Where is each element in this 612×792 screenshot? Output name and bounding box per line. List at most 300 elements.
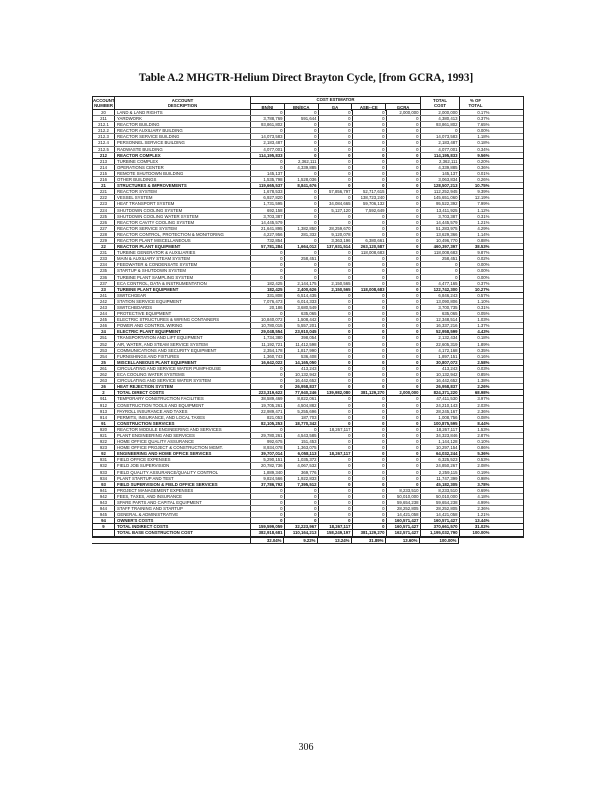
- total-cost-cell: 24,850,267: [421, 463, 460, 468]
- estimator-value-cell: 0: [285, 189, 319, 194]
- percent-cell: 1.21%: [477, 512, 490, 518]
- estimator-value-cell: 0: [285, 500, 319, 505]
- estimator-value-cell: 6,514,435: [285, 293, 319, 298]
- estimator-value-cell: 0: [353, 232, 387, 237]
- estimator-value-cell: 0: [353, 366, 387, 371]
- total-cost-cell: 160,571,427: [421, 518, 460, 523]
- estimator-value-cell: 331,808: [251, 293, 285, 298]
- estimator-value-cell: 369,776: [285, 470, 319, 475]
- estimator-value-cell: 0: [319, 470, 353, 475]
- estimator-value-cell: 0: [353, 293, 387, 298]
- estimator-value-cell: 4,339,885: [285, 165, 319, 170]
- account-number-cell: 20: [93, 110, 115, 115]
- estimator-value-cell: 0: [353, 140, 387, 145]
- account-number-cell: 212.1: [93, 122, 115, 127]
- percent-cell: 0.26%: [477, 177, 490, 183]
- account-number-cell: 9: [93, 524, 115, 529]
- estimator-value-cell: 0: [319, 409, 353, 414]
- estimator-value-cell: 29,780,261: [251, 433, 285, 438]
- account-number-cell: 2: [93, 390, 115, 395]
- percent-cell: 2.08%: [477, 463, 490, 469]
- account-number-cell: 227: [93, 226, 115, 231]
- estimator-value-cell: 1,678,533: [251, 189, 285, 194]
- account-number-cell: 245: [93, 317, 115, 322]
- estimator-value-cell: 14,445,579: [251, 220, 285, 225]
- estimator-value-cell: 4,227,956: [251, 232, 285, 237]
- estimator-value-cell: 10,132,942: [285, 372, 319, 377]
- estimator-value-cell: 38,589,469: [251, 396, 285, 401]
- total-cost-cell: 0: [421, 128, 460, 133]
- account-description-cell: OPERATIONS CENTER: [115, 165, 251, 170]
- estimator-value-cell: 5,127,120: [319, 208, 353, 213]
- account-number-cell: 212.2: [93, 128, 115, 133]
- estimator-value-cell: 0: [251, 165, 285, 170]
- account-description-cell: STRUCTURES & IMPROVEMENTS: [115, 183, 251, 188]
- estimator-value-cell: 0: [353, 311, 387, 316]
- estimator-value-cell: 732,854: [251, 238, 285, 243]
- estimator-value-cell: 0: [319, 220, 353, 225]
- estimator-value-cell: 0: [319, 250, 353, 255]
- estimator-value-cell: 0: [285, 201, 319, 206]
- estimator-value-cell: 2,183,487: [251, 140, 285, 145]
- estimator-value-cell: 0: [387, 372, 421, 377]
- account-description-cell: SPARE PARTS AND CAPITAL EQUIPMENT: [115, 500, 251, 505]
- account-number-cell: [93, 530, 115, 535]
- total-cost-cell: 50,010,000: [421, 494, 460, 499]
- account-description-cell: FIELD OFFICE EXPENSES: [115, 457, 251, 462]
- account-number-cell: 233: [93, 256, 115, 261]
- estimator-value-cell: 0: [353, 518, 387, 523]
- percent-cell: 7.65%: [477, 122, 490, 128]
- estimator-value-cell: 0: [251, 110, 285, 115]
- total-cost-cell: 128,507,213: [421, 183, 460, 188]
- estimator-value-cell: 0: [353, 372, 387, 377]
- percent-cell: 9.56%: [477, 152, 490, 158]
- estimator-value-cell: 0: [353, 153, 387, 158]
- total-cost-cell: 4,477,165: [421, 281, 460, 286]
- account-description-cell: FEES, TAXES, AND INSURANCE: [115, 494, 251, 499]
- account-number-cell: 923: [93, 445, 115, 450]
- percent-cell: 0.31%: [477, 213, 490, 219]
- estimator-value-cell: 110,164,213: [285, 530, 319, 535]
- estimator-value-cell: 0: [387, 378, 421, 383]
- estimator-value-cell: 9,120,078: [319, 232, 353, 237]
- estimator-value-cell: 7,076,473: [251, 299, 285, 304]
- account-description-cell: REACTOR SYSTEM: [115, 189, 251, 194]
- percent-cell: 9.39%: [477, 189, 490, 195]
- estimator-value-cell: 14,165,050: [285, 360, 319, 365]
- estimator-value-cell: 381,129,270: [353, 390, 387, 395]
- account-number-cell: 241: [93, 293, 115, 298]
- estimator-value-cell: 151,453: [285, 439, 319, 444]
- total-cost-cell: 13,411,925: [421, 208, 460, 213]
- estimator-value-cell: 14,073,583: [251, 134, 285, 139]
- estimator-value-cell: 0: [353, 299, 387, 304]
- estimator-value-cell: 0: [387, 335, 421, 340]
- estimator-value-cell: 0: [387, 238, 421, 243]
- total-cost-cell: 10,132,942: [421, 372, 460, 377]
- percent-cell: 3.78%: [477, 481, 490, 487]
- account-description-cell: HOME OFFICE PROJECT & CONSTRUCTION MGMT.: [115, 445, 251, 450]
- percent-cell: 0.10%: [477, 439, 490, 445]
- estimator-value-cell: 0: [387, 232, 421, 237]
- estimator-value-cell: 0: [285, 275, 319, 280]
- estimator-value-cell: 0: [387, 317, 421, 322]
- account-number-cell: 251: [93, 335, 115, 340]
- estimator-value-cell: 0: [319, 335, 353, 340]
- percent-cell: 0.03%: [477, 365, 490, 371]
- estimator-value-cell: 0: [387, 457, 421, 462]
- estimator-value-cell: 6,014,333: [285, 299, 319, 304]
- estimator-value-cell: 0: [387, 445, 421, 450]
- account-description-cell: TOTAL DIRECT COSTS: [115, 390, 251, 395]
- estimator-value-cell: 1,535,798: [251, 177, 285, 182]
- subtotal-row: [93, 530, 523, 536]
- estimator-value-cell: 0: [319, 140, 353, 145]
- estimator-value-cell: 0: [319, 110, 353, 115]
- estimator-value-cell: 0: [353, 305, 387, 310]
- total-cost-cell: 14,445,579: [421, 220, 460, 225]
- percent-cell: 1.12%: [477, 207, 490, 213]
- total-cost-cell: 6,846,243: [421, 293, 460, 298]
- account-description-cell: REACTOR CAVITY COOLING SYSTEM: [115, 220, 251, 225]
- percent-cell: 31.02%: [474, 524, 490, 530]
- estimator-value-cell: 0: [387, 281, 421, 286]
- estimator-value-cell: 0: [353, 360, 387, 365]
- pct-asbce: 31.89%: [352, 538, 386, 544]
- estimator-value-cell: 0: [353, 171, 387, 176]
- account-description-cell: REACTOR PLANT MISCELLANEOUS: [115, 238, 251, 243]
- estimator-value-cell: 158,249,197: [319, 530, 353, 535]
- percent-cell: 2.03%: [477, 402, 490, 408]
- estimator-value-cell: 0: [285, 238, 319, 243]
- account-number-cell: 212.4: [93, 140, 115, 145]
- estimator-value-cell: 6,927,820: [251, 195, 285, 200]
- estimator-value-cell: 0: [285, 494, 319, 499]
- account-number-cell: 213: [93, 159, 115, 164]
- percent-cell: 4.99%: [477, 500, 490, 505]
- estimator-value-cell: 0: [251, 512, 285, 517]
- estimator-value-cell: 0: [319, 323, 353, 328]
- account-description-cell: REMOTE SHUTDOWN BUILDING: [115, 171, 251, 176]
- estimator-value-cell: 382,918,681: [251, 530, 285, 535]
- estimator-value-cell: 0: [387, 384, 421, 389]
- estimator-value-cell: 0: [353, 482, 387, 487]
- estimator-value-cell: 138,723,240: [353, 195, 387, 200]
- estimator-value-cell: 59,654,238: [387, 500, 421, 505]
- estimator-value-cell: 3,680,549: [285, 305, 319, 310]
- estimator-value-cell: 258,451: [285, 256, 319, 261]
- estimator-value-cell: 0: [353, 116, 387, 121]
- total-cost-cell: 2,183,487: [421, 140, 460, 145]
- account-number-cell: 920: [93, 427, 115, 432]
- total-cost-cell: 11,747,399: [421, 476, 460, 481]
- estimator-value-cell: 0: [251, 250, 285, 255]
- estimator-value-cell: 0: [387, 415, 421, 420]
- percent-cell: 1.21%: [477, 219, 490, 225]
- estimator-value-cell: 0: [353, 317, 387, 322]
- percent-cell: 0.85%: [477, 372, 490, 378]
- account-number-cell: 911: [93, 396, 115, 401]
- estimator-value-cell: 0: [353, 122, 387, 127]
- estimator-value-cell: 0: [387, 439, 421, 444]
- account-number-cell: 921: [93, 433, 115, 438]
- estimator-value-cell: 0: [319, 183, 353, 188]
- total-cost-cell: 3,700,735: [421, 305, 460, 310]
- percent-cell: 4.29%: [477, 225, 490, 231]
- total-cost-cell: 100,875,595: [421, 421, 460, 426]
- account-description-cell: REACTOR PLANT EQUIPMENT: [115, 244, 251, 249]
- percent-cell: 1.37%: [477, 323, 490, 329]
- account-number-cell: 26: [93, 384, 115, 389]
- estimator-value-cell: 0: [387, 396, 421, 401]
- header-estimator-ga: GA: [319, 104, 353, 112]
- estimator-value-cell: 635,065: [285, 311, 319, 316]
- estimator-value-cell: 0: [387, 122, 421, 127]
- estimator-value-cell: 20,782,736: [251, 463, 285, 468]
- account-description-cell: ELECTRIC PLANT EQUIPMENT: [115, 329, 251, 334]
- estimator-value-cell: 0: [353, 342, 387, 347]
- estimator-value-cell: 0: [251, 494, 285, 499]
- account-description-cell: MISCELLANEOUS PLANT EQUIPMENT: [115, 360, 251, 365]
- estimator-value-cell: 0: [387, 177, 421, 182]
- account-description-cell: YARDWORK: [115, 116, 251, 121]
- estimator-value-cell: 0: [387, 305, 421, 310]
- account-number-cell: 237: [93, 281, 115, 286]
- estimator-value-cell: 16,642,022: [251, 360, 285, 365]
- table-body: [92, 110, 524, 538]
- total-cost-cell: 0: [421, 268, 460, 273]
- account-number-cell: 932: [93, 463, 115, 468]
- estimator-value-cell: 0: [353, 494, 387, 499]
- estimator-value-cell: 591,644: [285, 116, 319, 121]
- estimator-value-cell: 0: [387, 293, 421, 298]
- account-description-cell: TOTAL BASE CONSTRUCTION COST: [115, 530, 251, 535]
- estimator-value-cell: 0: [387, 214, 421, 219]
- estimator-value-cell: 0: [387, 299, 421, 304]
- estimator-value-cell: 281,332: [285, 232, 319, 237]
- account-description-cell: REACTOR SERVICE BUILDING: [115, 134, 251, 139]
- percent-cell: 1.03%: [477, 317, 490, 323]
- estimator-value-cell: 93,861,802: [251, 122, 285, 127]
- header-pct-of-total: % OF TOTAL: [468, 98, 483, 108]
- estimator-value-cell: 0: [353, 488, 387, 493]
- estimator-value-cell: 0: [319, 482, 353, 487]
- total-cost-cell: 13,629,366: [421, 232, 460, 237]
- estimator-value-cell: 19,705,261: [251, 403, 285, 408]
- estimator-value-cell: 0: [251, 366, 285, 371]
- estimator-value-cell: 0: [285, 128, 319, 133]
- estimator-value-cell: 118,008,683: [353, 250, 387, 255]
- estimator-value-cell: 7,395,512: [285, 482, 319, 487]
- account-description-cell: PLANT STARTUP AND TEST: [115, 476, 251, 481]
- account-number-cell: 944: [93, 506, 115, 511]
- estimator-value-cell: 0: [353, 433, 387, 438]
- account-number-cell: 21: [93, 183, 115, 188]
- account-description-cell: TOTAL INDIRECT COSTS: [115, 524, 251, 529]
- total-cost-cell: 30,807,072: [421, 360, 460, 365]
- estimator-value-cell: 0: [319, 275, 353, 280]
- estimator-value-cell: 187,703: [285, 415, 319, 420]
- estimator-value-cell: 0: [319, 354, 353, 359]
- percent-cell: 13.44%: [474, 518, 490, 524]
- account-description-cell: SHUTDOWN COOLING SYSTEM: [115, 208, 251, 213]
- estimator-value-cell: 0: [319, 476, 353, 481]
- estimator-value-cell: 50,010,000: [387, 494, 421, 499]
- account-description-cell: FIELD SUPERVISION & FIELD OFFICE SERVICES: [115, 482, 251, 487]
- percent-cell: 0.00%: [477, 274, 490, 280]
- estimator-value-cell: 0: [353, 512, 387, 517]
- estimator-value-cell: 0: [387, 451, 421, 456]
- estimator-value-cell: 162,571,427: [387, 530, 421, 535]
- estimator-value-cell: 159,599,059: [251, 524, 285, 529]
- estimator-value-cell: 82,105,253: [251, 421, 285, 426]
- account-number-cell: 941: [93, 488, 115, 493]
- estimator-value-cell: 37,786,792: [251, 482, 285, 487]
- estimator-value-cell: 16,442,652: [285, 378, 319, 383]
- account-description-cell: FEEDWATER & CONDENSATE SYSTEM: [115, 262, 251, 267]
- pct-total-cost: 100.00%: [420, 538, 459, 544]
- percent-cell: 38.53%: [474, 244, 490, 250]
- account-number-cell: 23: [93, 287, 115, 292]
- estimator-value-cell: 0: [387, 134, 421, 139]
- account-description-cell: STAFF TRAINING AND STARTUP: [115, 506, 251, 511]
- estimator-value-cell: 59,706,132: [353, 201, 387, 206]
- account-description-cell: SWITCHGEAR: [115, 293, 251, 298]
- total-cost-cell: 1,897,151: [421, 354, 460, 359]
- estimator-value-cell: 119,665,537: [251, 183, 285, 188]
- total-cost-cell: 2,362,111: [421, 159, 460, 164]
- estimator-value-cell: 0: [319, 421, 353, 426]
- account-description-cell: STATION SERVICE EQUIPMENT: [115, 299, 251, 304]
- percent-cell: 0.69%: [477, 487, 490, 493]
- estimator-value-cell: 0: [353, 409, 387, 414]
- account-number-cell: 914: [93, 415, 115, 420]
- percent-cell: 0.34%: [477, 146, 490, 152]
- total-cost-cell: 2,132,434: [421, 335, 460, 340]
- estimator-value-cell: 0: [353, 226, 387, 231]
- estimator-value-cell: 160,571,427: [387, 518, 421, 523]
- total-cost-cell: 59,654,238: [421, 500, 460, 505]
- account-number-cell: 228: [93, 232, 115, 237]
- account-description-cell: RADWASTE BUILDING: [115, 147, 251, 152]
- pct-gcra: 13.60%: [386, 538, 420, 544]
- estimator-value-cell: 381,129,270: [353, 530, 387, 535]
- percent-cell: 2.58%: [477, 359, 490, 365]
- estimator-value-cell: 0: [387, 116, 421, 121]
- estimator-value-cell: 0: [319, 116, 353, 121]
- account-number-cell: 93: [93, 482, 115, 487]
- account-description-cell: CONSTRUCTION SERVICES: [115, 421, 251, 426]
- estimator-value-cell: 0: [251, 128, 285, 133]
- account-number-cell: 934: [93, 476, 115, 481]
- estimator-value-cell: 11,412,598: [285, 342, 319, 347]
- percent-cell: 12.19%: [474, 195, 490, 201]
- account-number-cell: 243: [93, 305, 115, 310]
- estimator-value-cell: 0: [319, 305, 353, 310]
- total-cost-cell: 18,267,117: [421, 427, 460, 432]
- estimator-value-cell: 18,770,342: [285, 421, 319, 426]
- percent-cell: 4.18%: [477, 493, 490, 499]
- estimator-value-cell: 0: [353, 183, 387, 188]
- account-description-cell: ENGINEERING AND HOME OFFICE SERVICES: [115, 451, 251, 456]
- estimator-value-cell: 0: [251, 488, 285, 493]
- estimator-value-cell: 8,822,061: [285, 396, 319, 401]
- total-cost-cell: 4,339,885: [421, 165, 460, 170]
- estimator-value-cell: 0: [353, 220, 387, 225]
- estimator-value-cell: 0: [387, 329, 421, 334]
- account-number-cell: 212.3: [93, 134, 115, 139]
- percent-cell: 0.00%: [477, 262, 490, 268]
- total-cost-cell: 114,195,833: [421, 153, 460, 158]
- estimator-value-cell: 0: [387, 323, 421, 328]
- account-number-cell: 933: [93, 470, 115, 475]
- estimator-value-cell: 5,557,201: [285, 323, 319, 328]
- estimator-value-cell: 0: [319, 293, 353, 298]
- estimator-value-cell: 4,504,882: [285, 403, 319, 408]
- estimator-value-cell: 160,571,427: [387, 524, 421, 529]
- estimator-value-cell: 2,362,111: [285, 159, 319, 164]
- account-number-cell: 224: [93, 208, 115, 213]
- estimator-value-cell: 0: [285, 153, 319, 158]
- account-description-cell: TEMPORARY CONSTRUCTION FACILITIES: [115, 396, 251, 401]
- total-cost-cell: 0: [421, 275, 460, 280]
- estimator-value-cell: 0: [387, 482, 421, 487]
- header-estimator-gcra: GCRA: [396, 104, 410, 110]
- estimator-value-cell: 0: [353, 524, 387, 529]
- account-number-cell: 922: [93, 439, 115, 444]
- account-description-cell: REACTOR SERVICE SYSTEM: [115, 226, 251, 231]
- total-cost-cell: 16,337,216: [421, 323, 460, 328]
- estimator-value-cell: 182,425: [251, 287, 285, 292]
- account-number-cell: 92: [93, 451, 115, 456]
- total-cost-cell: 460,397,397: [421, 244, 460, 249]
- estimator-value-cell: 0: [319, 317, 353, 322]
- estimator-value-cell: 1,363,075: [285, 445, 319, 450]
- estimator-value-cell: 0: [387, 287, 421, 292]
- estimator-value-cell: 11,192,721: [251, 342, 285, 347]
- estimator-value-cell: 0: [319, 159, 353, 164]
- percent-cell: 0.02%: [477, 256, 490, 262]
- account-description-cell: PLANT ENGINEERING AND SERVICES: [115, 433, 251, 438]
- estimator-value-cell: 0: [387, 183, 421, 188]
- estimator-value-cell: 2,150,565: [319, 281, 353, 286]
- estimator-value-cell: 0: [319, 299, 353, 304]
- estimator-value-cell: 3,363,196: [319, 238, 353, 243]
- account-description-cell: MAIN & AUXILIARY STEAM SYSTEM: [115, 256, 251, 261]
- account-number-cell: 226: [93, 220, 115, 225]
- account-number-cell: 912: [93, 403, 115, 408]
- estimator-value-cell: 18,267,117: [319, 524, 353, 529]
- estimator-value-cell: 0: [319, 366, 353, 371]
- estimator-value-cell: 0: [319, 342, 353, 347]
- estimator-value-cell: 23,910,045: [285, 329, 319, 334]
- percent-cell: 0.18%: [477, 140, 490, 146]
- percent-cell: 1.18%: [477, 134, 490, 140]
- account-number-cell: 943: [93, 500, 115, 505]
- estimator-value-cell: 57,781,284: [251, 244, 285, 249]
- estimator-value-cell: 182,425: [251, 281, 285, 286]
- estimator-value-cell: 77,940,246: [285, 390, 319, 395]
- estimator-value-cell: 0: [387, 244, 421, 249]
- estimator-value-cell: 0: [387, 470, 421, 475]
- cost-table: [92, 96, 524, 544]
- total-cost-cell: 112,252,945: [421, 189, 460, 194]
- estimator-value-cell: 0: [251, 159, 285, 164]
- estimator-value-cell: 0: [353, 329, 387, 334]
- estimator-value-cell: 0: [387, 360, 421, 365]
- account-number-cell: 24: [93, 329, 115, 334]
